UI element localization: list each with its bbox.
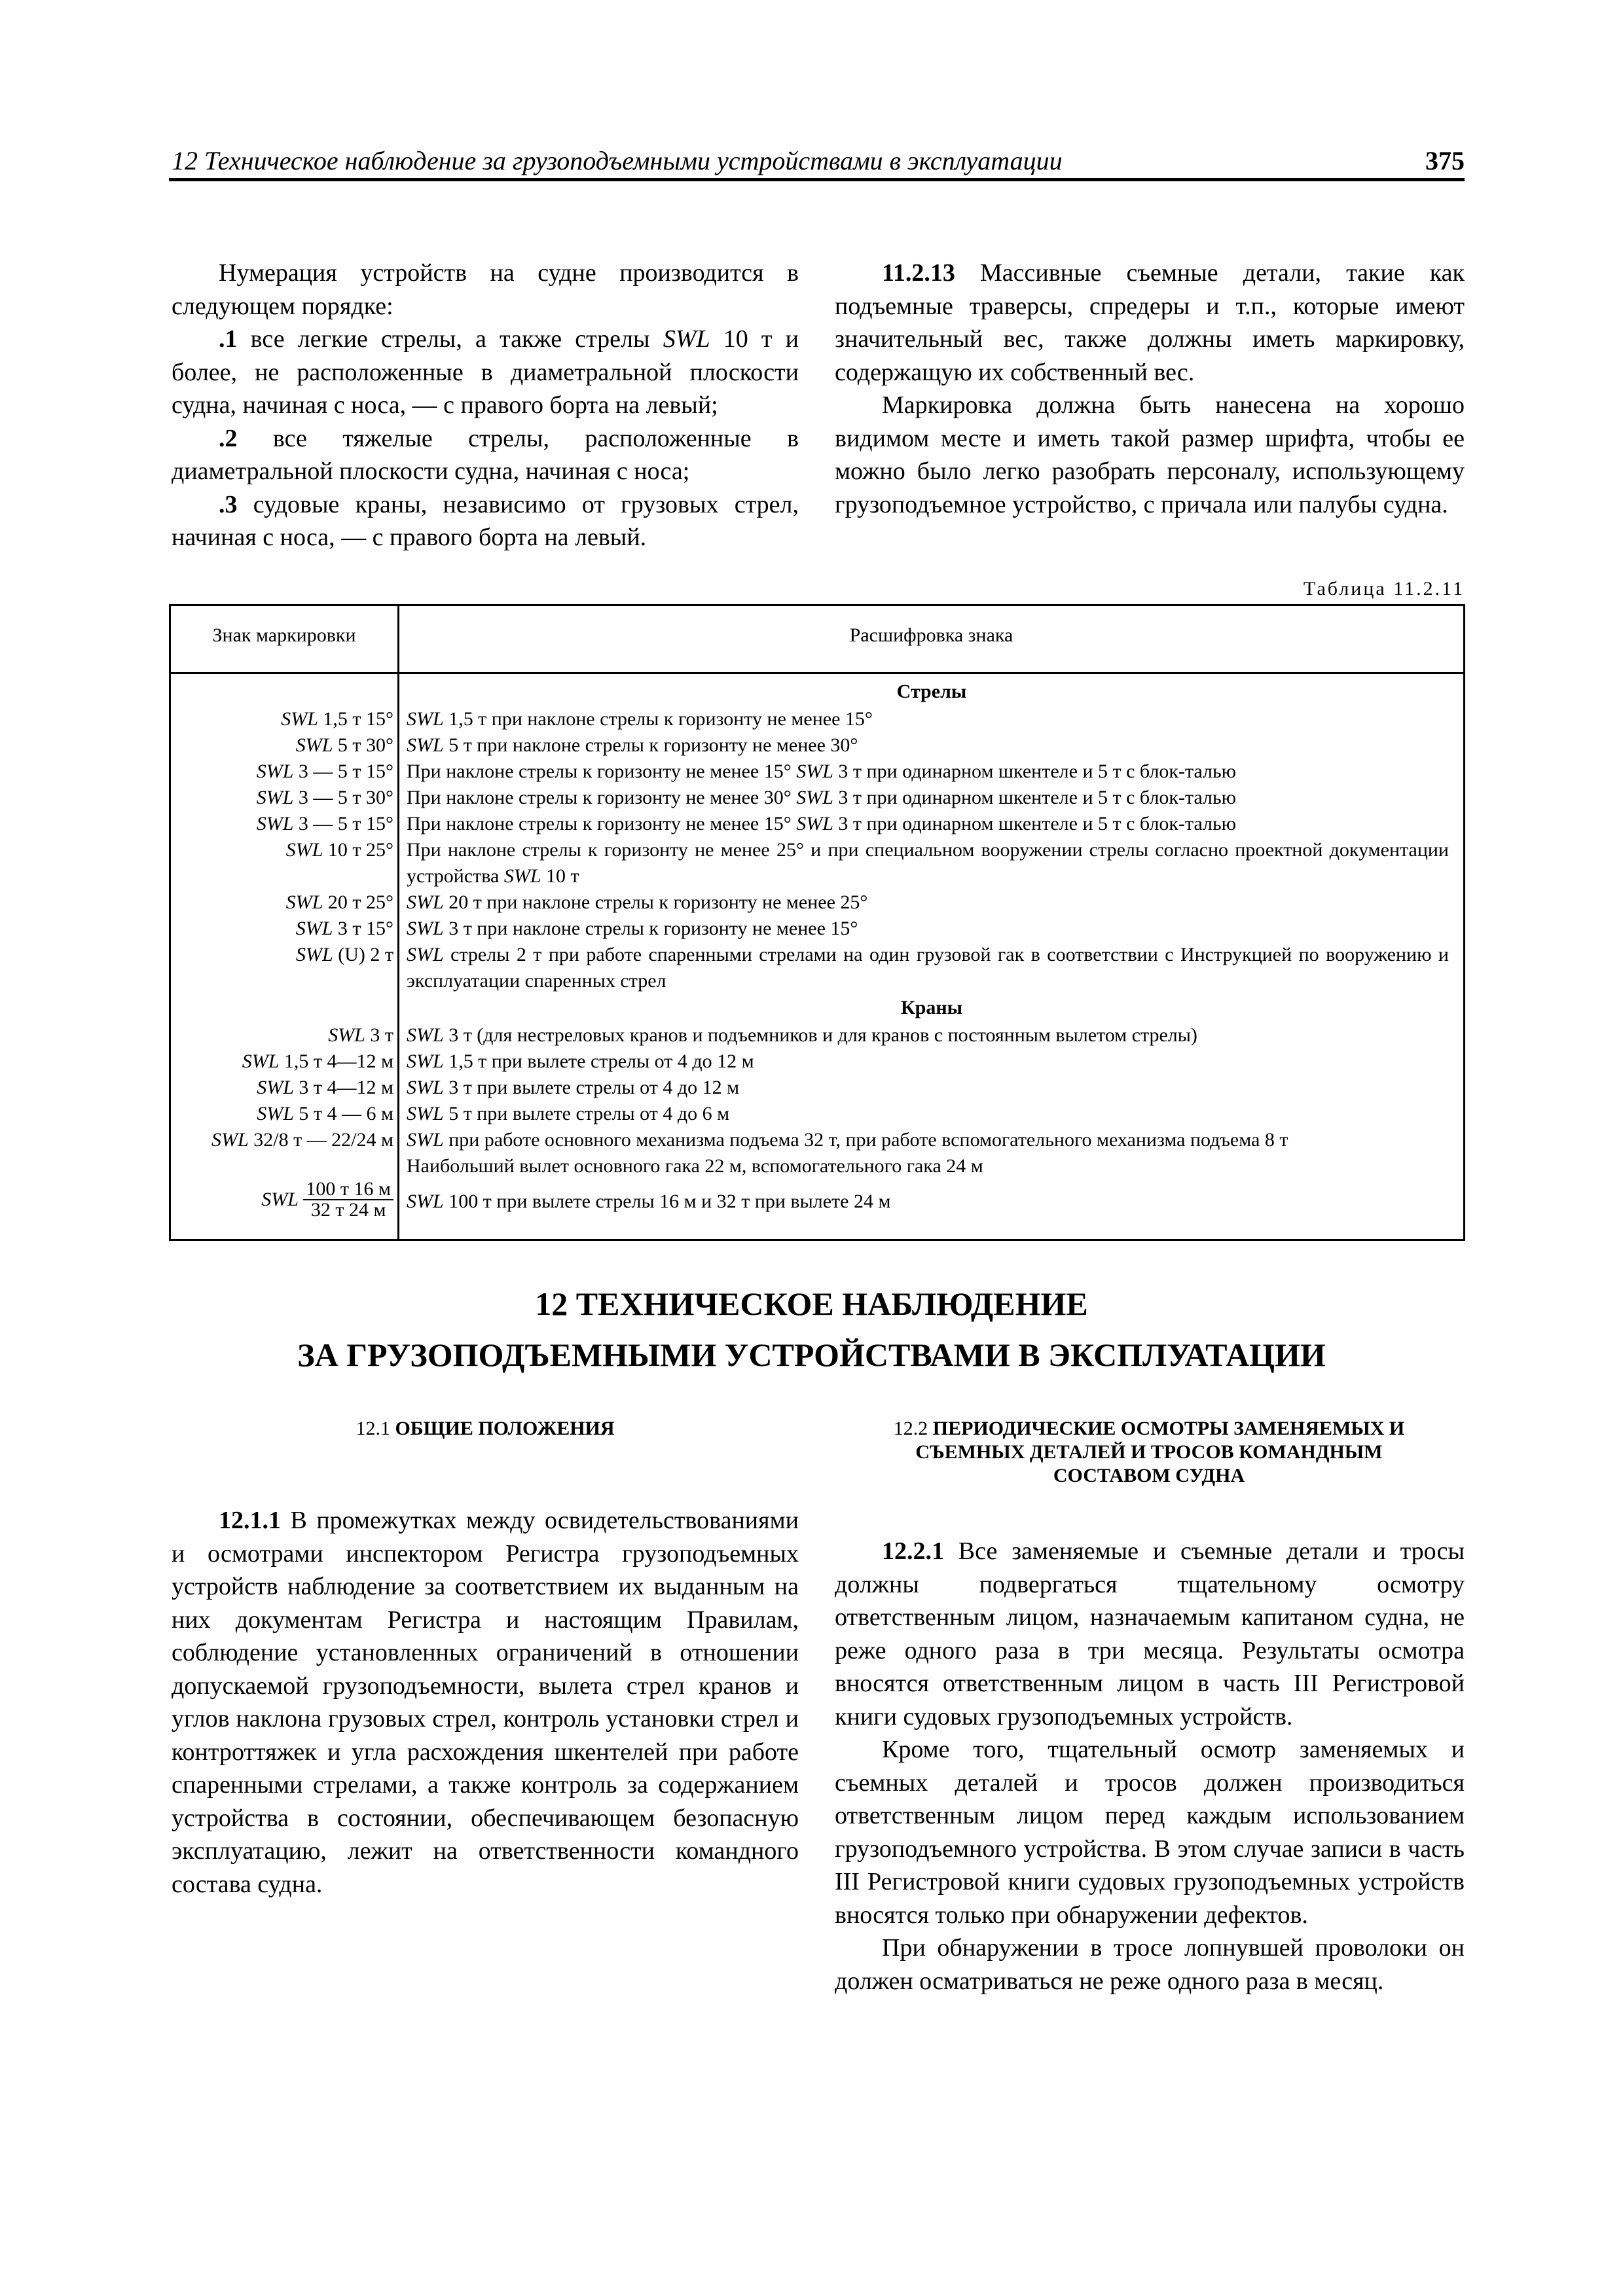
numbering-section [172,257,799,554]
capacity-fraction: $\frac{100 т 16 м}{32 т 24 м}$ [303,1179,393,1220]
section-12-1-body [172,1504,799,1901]
table-header-description: Расшифровка знака [849,624,1013,646]
paragraph-broken-wire: При обнаружении в тросе лопнувшей проволоки он должен осматриваться не реже одного раза в месяц. [835,1934,1465,1995]
page-number: 375 [1425,146,1465,175]
table-group-booms: Стрелы [896,681,967,702]
table-caption: Таблица 11.2.11 [1303,578,1465,600]
table-group-cranes: Краны [900,997,963,1018]
numbering-item-1: .1 все легкие стрелы, а также стрелы SWL 10 т и более, не расположенные в диаметральной плоскости судна, начиная с носа, — с правого борта на левый; [172,325,799,419]
table-header-divider [171,672,1463,674]
paragraph-inspection-before-use: Кроме того, тщательный осмотр заменяемых и съемных деталей и тросов должен производиться ответственным лицом перед каждым использованием грузоподъемного устройства. В этом случае записи в часть III Регистровой книги судовых грузоподъемных устройств вносятся только при обнаружении дефектов. [835,1736,1465,1929]
numbering-item-2: .2 все тяжелые стрелы, расположенные в диаметральной плоскости судна, начиная с носа; [172,424,799,485]
paragraph-11-2-13: 11.2.13 Массивные съемные детали, такие как подъемные траверсы, спредеры и т.п., которые имеют значительный вес, также должны иметь маркировку, содержащую их собственный вес. [835,259,1465,386]
subsection-12-1-title: 12.1 ОБЩИЕ ПОЛОЖЕНИЯ [356,1418,615,1439]
marking-section [835,257,1465,521]
subsection-12-2-title: 12.2 ПЕРИОДИЧЕСКИЕ ОСМОТРЫ ЗАМЕНЯЕМЫХ И СЪЕМНЫХ ДЕТАЛЕЙ И ТРОСОВ КОМАНДНЫМ СОСТАВОМ СУДНА [893,1418,1405,1486]
table-column-divider [397,606,399,1239]
section-12-2-body [835,1535,1465,1998]
section-title-line-2: ЗА ГРУЗОПОДЪЕМНЫМИ УСТРОЙСТВАМИ В ЭКСПЛУАТАЦИИ [297,1336,1326,1373]
running-title: 12 Техническое наблюдение за грузоподъемными устройствами в эксплуатации [172,146,1063,175]
section-title-line-1: 12 ТЕХНИЧЕСКОЕ НАБЛЮДЕНИЕ [535,1285,1088,1322]
numbering-intro: Нумерация устройств на судне производится в следующем порядке: [172,259,799,320]
marking-paragraph: Маркировка должна быть нанесена на хорошо видимом месте и иметь такой размер шрифта, чтобы ее можно было легко разобрать персоналу, использующему грузоподъемное устройство, с причала или палубы судна. [835,391,1465,518]
paragraph-12-2-1: 12.2.1 Все заменяемые и съемные детали и тросы должны подвергаться тщательному осмотру ответственным лицом, назначаемым капитаном судна, не реже одного раза в три месяца. Результаты осмотра вносятся ответственным лицом в часть III Регистровой книги судовых грузоподъемных устройств. [835,1537,1465,1731]
paragraph-12-1-1: 12.1.1 В промежутках между освидетельствованиями и осмотрами инспектором Регистра грузоподъемных устройств наблюдение за соответствием их выданным на них документам Регистра и настоящим Правилам, соблюдение установленных ограничений в отношении допускаемой грузоподъемности, вылета стрел кранов и углов наклона грузовых стрел, контроль установки стрел и контроттяжек и угла расхождения шкентелей при работе спаренными стрелами, а также контроль за содержанием устройства в состоянии, обеспечивающем безопасную эксплуатацию, лежит на ответственности командного состава судна. [172,1507,799,1898]
marking-table: Знак маркировки Расшифровка знака Стрелы SWL 1,5 т 15° SWL 1,5 т при наклоне стрелы к горизонту не менее 15° SWL 5 т 30° SWL 5 т при наклоне стрелы к горизонту не менее 30° SWL 3 — 5 т 15° При наклоне стрелы к горизонту не менее 15° SWL 3 т при одинарном шкентеле и 5 т с блок-талью SWL 3 — 5 т 30° При наклоне стрелы к горизонту не менее 30° SWL 3 т при одинарном шкентеле и 5 т с блок-талью SWL 3 — 5 т 15° При наклоне стрелы к горизонту не менее 15° SWL 3 т при одинарном шкентеле и 5 т с блок-талью SWL 10 т 25° При наклоне стрелы к горизонту не менее 25° и при специальном вооружении стрелы согласно проектной документации устройства SWL 10 т SWL 20 т 25° SWL 20 т при наклоне стрелы к горизонту не менее 25° SWL 3 т 15° SWL 3 т при наклоне стрелы к горизонту не менее 15° SWL (U) 2 т SWL стрелы 2 т при работе спаренными стрелами на один грузовой гак в соответствии с Инструкцией по вооружению и эксплуатации спаренных стрел Краны SWL 3 т SWL 3 т (для нестреловых кранов и подъемников и для кранов с постоянным вылетом стрелы) SWL 1,5 т 4—12 м SWL 1,5 т при вылете стрелы от 4 до 12 м SWL 3 т 4—12 м SWL 3 т при вылете стрелы от 4 до 12 м SWL 5 т 4 — 6 м SWL 5 т при вылете стрелы от 4 до 6 м SWL 32/8 т — 22/24 м SWL при работе основного механизма подъема 32 т, при работе вспомогательного механизма подъема 8 т Наибольший вылет основного гака 22 м, вспомогательного гака 24 м SWL $\frac{100 т 16 м}{32 т 24 м}$ SWL 100 т при вылете стрелы 16 м и 32 т при вылете 24 м [169,604,1465,1241]
numbering-item-3: .3 судовые краны, независимо от грузовых стрел, начиная с носа, — с правого борта на левый. [172,490,799,551]
header-rule [169,178,1465,181]
table-header-mark: Знак маркировки [212,624,356,646]
